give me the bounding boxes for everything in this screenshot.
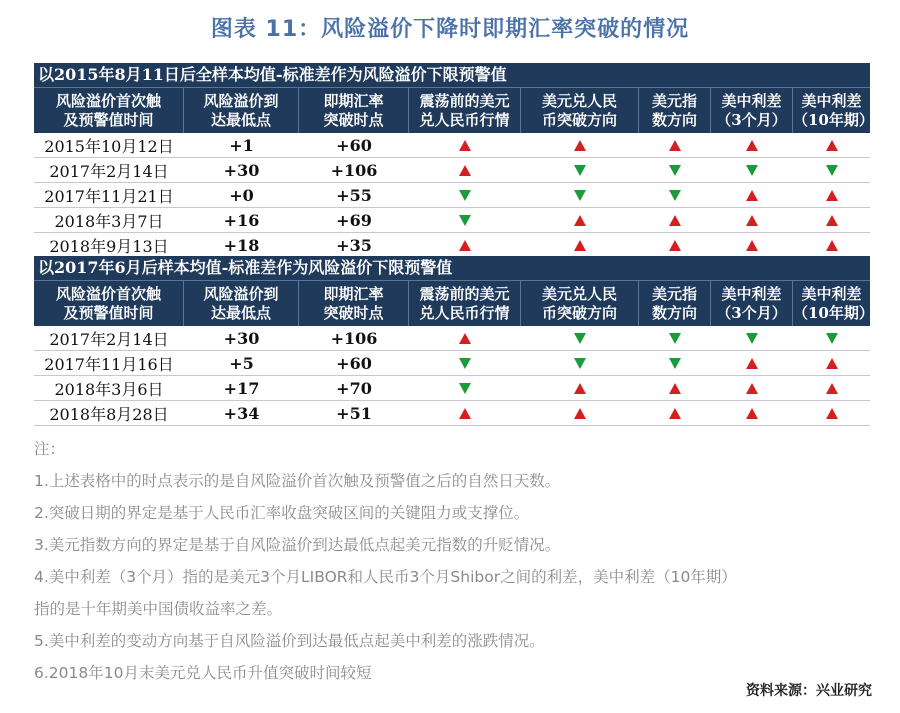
note-line: 4.美中利差（3个月）指的是美元3个月LIBOR和人民币3个月Shibor之间的利差，美中利差（10年期） — [34, 568, 737, 586]
table-cell-date: 2017年11月16日 — [44, 354, 174, 374]
table-cell-low: +30 — [223, 160, 260, 180]
note-line: 6.2018年10月末美元兑人民币升值突破时间较短 — [34, 664, 372, 682]
triangle-up-icon — [669, 140, 681, 151]
table-2017-sample — [34, 256, 874, 426]
direction-cell — [409, 158, 521, 182]
table-cell-date: 2018年3月7日 — [54, 211, 164, 231]
triangle-up-icon — [574, 408, 586, 419]
triangle-up-icon — [746, 383, 758, 394]
column-header: 美元指 数方向 — [639, 281, 711, 326]
triangle-up-icon — [826, 140, 838, 151]
table-cell-low: +0 — [229, 185, 254, 205]
direction-cell — [793, 401, 870, 425]
direction-cell — [639, 326, 711, 350]
triangle-down-icon — [574, 333, 586, 344]
table-cell-break: +106 — [330, 160, 378, 180]
direction-cell — [793, 326, 870, 350]
triangle-up-icon — [669, 408, 681, 419]
table-cell-break: +106 — [330, 328, 378, 348]
column-header: 美中利差 （3个月） — [711, 88, 793, 133]
table-cell-break: +55 — [336, 185, 372, 205]
notes-heading: 注： — [34, 440, 66, 458]
direction-cell — [521, 326, 639, 350]
direction-cell — [711, 133, 793, 157]
direction-cell — [639, 376, 711, 400]
triangle-up-icon — [574, 383, 586, 394]
triangle-down-icon — [826, 333, 838, 344]
column-header: 震荡前的美元 兑人民币行情 — [409, 281, 521, 326]
triangle-down-icon — [669, 358, 681, 369]
direction-cell — [521, 401, 639, 425]
column-header: 美中利差 （3个月） — [711, 281, 793, 326]
triangle-up-icon — [459, 333, 471, 344]
table-banner: 以2015年8月11日后全样本均值-标准差作为风险溢价下限预警值 — [34, 63, 870, 87]
triangle-up-icon — [574, 215, 586, 226]
table-cell-break: +35 — [336, 235, 372, 255]
table-cell-date: 2015年10月12日 — [44, 136, 174, 156]
table-cell-low: +1 — [229, 135, 254, 155]
column-header: 震荡前的美元 兑人民币行情 — [409, 88, 521, 133]
triangle-up-icon — [746, 240, 758, 251]
triangle-down-icon — [459, 215, 471, 226]
direction-cell — [409, 183, 521, 207]
table-full-sample — [34, 63, 874, 258]
triangle-up-icon — [826, 215, 838, 226]
triangle-down-icon — [746, 165, 758, 176]
direction-cell — [711, 158, 793, 182]
table-row — [34, 376, 870, 401]
table-row — [34, 133, 870, 158]
table-row — [34, 233, 870, 258]
table-cell-date: 2018年9月13日 — [49, 236, 169, 256]
table-cell-low: +5 — [229, 353, 254, 373]
direction-cell — [521, 133, 639, 157]
triangle-up-icon — [826, 190, 838, 201]
table-row — [34, 326, 870, 351]
triangle-down-icon — [669, 190, 681, 201]
direction-cell — [521, 351, 639, 375]
direction-cell — [639, 133, 711, 157]
table-cell-break: +60 — [336, 135, 372, 155]
table-row — [34, 183, 870, 208]
direction-cell — [711, 233, 793, 257]
table-cell-low: +30 — [223, 328, 260, 348]
table-cell-date: 2017年11月21日 — [44, 186, 174, 206]
column-header: 风险溢价首次触 及预警值时间 — [34, 88, 184, 133]
triangle-down-icon — [574, 165, 586, 176]
table-row — [34, 158, 870, 183]
table-cell-date: 2018年3月6日 — [54, 379, 164, 399]
figure-title: 图表 11：风险溢价下降时即期汇率突破的情况 — [210, 17, 690, 42]
triangle-up-icon — [746, 140, 758, 151]
triangle-up-icon — [746, 190, 758, 201]
triangle-up-icon — [459, 165, 471, 176]
note-line: 指的是十年期美中国债收益率之差。 — [34, 600, 283, 618]
direction-cell — [639, 183, 711, 207]
direction-cell — [711, 208, 793, 232]
triangle-down-icon — [459, 190, 471, 201]
direction-cell — [409, 233, 521, 257]
table-row — [34, 351, 870, 376]
column-header: 美中利差 （10年期） — [793, 284, 874, 322]
table-cell-low: +16 — [223, 210, 260, 230]
triangle-up-icon — [746, 358, 758, 369]
triangle-up-icon — [574, 240, 586, 251]
table-cell-date: 2017年2月14日 — [49, 161, 169, 181]
direction-cell — [711, 326, 793, 350]
triangle-up-icon — [746, 408, 758, 419]
direction-cell — [639, 208, 711, 232]
direction-cell — [793, 376, 870, 400]
triangle-down-icon — [826, 165, 838, 176]
note-line: 1.上述表格中的时点表示的是自风险溢价首次触及预警值之后的自然日天数。 — [34, 472, 561, 490]
table-cell-low: +18 — [223, 235, 260, 255]
notes-section — [34, 433, 874, 689]
triangle-up-icon — [826, 383, 838, 394]
direction-cell — [639, 351, 711, 375]
direction-cell — [711, 376, 793, 400]
column-header: 风险溢价到 达最低点 — [184, 281, 299, 326]
note-line: 5.美中利差的变动方向基于自风险溢价到达最低点起美中利差的涨跌情况。 — [34, 632, 545, 650]
triangle-down-icon — [574, 358, 586, 369]
triangle-up-icon — [746, 215, 758, 226]
column-header: 美元兑人民 币突破方向 — [521, 88, 639, 133]
direction-cell — [409, 326, 521, 350]
table-header — [34, 87, 874, 133]
table-cell-date: 2017年2月14日 — [49, 329, 169, 349]
column-header: 风险溢价到 达最低点 — [184, 88, 299, 133]
triangle-up-icon — [574, 140, 586, 151]
direction-cell — [711, 401, 793, 425]
direction-cell — [521, 376, 639, 400]
triangle-up-icon — [826, 240, 838, 251]
table-cell-break: +69 — [336, 210, 372, 230]
column-header: 美中利差 （10年期） — [793, 91, 874, 129]
table-cell-low: +17 — [223, 378, 260, 398]
direction-cell — [793, 351, 870, 375]
table-cell-break: +70 — [336, 378, 372, 398]
note-line: 2.突破日期的界定是基于人民币汇率收盘突破区间的关键阻力或支撑位。 — [34, 504, 530, 522]
direction-cell — [793, 183, 870, 207]
direction-cell — [409, 351, 521, 375]
table-body — [34, 326, 870, 426]
triangle-down-icon — [669, 333, 681, 344]
direction-cell — [711, 183, 793, 207]
direction-cell — [409, 401, 521, 425]
table-header — [34, 280, 874, 326]
triangle-down-icon — [574, 190, 586, 201]
source-label: 资料来源：兴业研究 — [746, 683, 872, 699]
direction-cell — [521, 233, 639, 257]
direction-cell — [409, 208, 521, 232]
table-cell-break: +51 — [336, 403, 372, 423]
direction-cell — [639, 233, 711, 257]
column-header: 美元指 数方向 — [639, 88, 711, 133]
direction-cell — [711, 351, 793, 375]
triangle-up-icon — [669, 383, 681, 394]
direction-cell — [639, 158, 711, 182]
column-header: 即期汇率 突破时点 — [299, 88, 409, 133]
direction-cell — [521, 208, 639, 232]
table-body — [34, 133, 870, 258]
triangle-down-icon — [746, 333, 758, 344]
triangle-up-icon — [459, 140, 471, 151]
triangle-up-icon — [826, 408, 838, 419]
table-banner: 以2017年6月后样本均值-标准差作为风险溢价下限预警值 — [34, 256, 870, 280]
table-cell-low: +34 — [223, 403, 260, 423]
direction-cell — [793, 208, 870, 232]
direction-cell — [793, 233, 870, 257]
direction-cell — [409, 133, 521, 157]
column-header: 风险溢价首次触 及预警值时间 — [34, 281, 184, 326]
triangle-down-icon — [669, 165, 681, 176]
table-cell-break: +60 — [336, 353, 372, 373]
table-cell-date: 2018年8月28日 — [49, 404, 169, 424]
triangle-up-icon — [459, 240, 471, 251]
triangle-up-icon — [459, 408, 471, 419]
note-line: 3.美元指数方向的界定是基于自风险溢价到达最低点起美元指数的升贬情况。 — [34, 536, 561, 554]
triangle-down-icon — [459, 358, 471, 369]
triangle-up-icon — [669, 240, 681, 251]
table-row — [34, 401, 870, 426]
triangle-up-icon — [826, 358, 838, 369]
direction-cell — [793, 133, 870, 157]
column-header: 美元兑人民 币突破方向 — [521, 281, 639, 326]
triangle-down-icon — [459, 383, 471, 394]
direction-cell — [521, 183, 639, 207]
direction-cell — [409, 376, 521, 400]
column-header: 即期汇率 突破时点 — [299, 281, 409, 326]
direction-cell — [521, 158, 639, 182]
triangle-up-icon — [669, 215, 681, 226]
direction-cell — [639, 401, 711, 425]
table-row — [34, 208, 870, 233]
direction-cell — [793, 158, 870, 182]
